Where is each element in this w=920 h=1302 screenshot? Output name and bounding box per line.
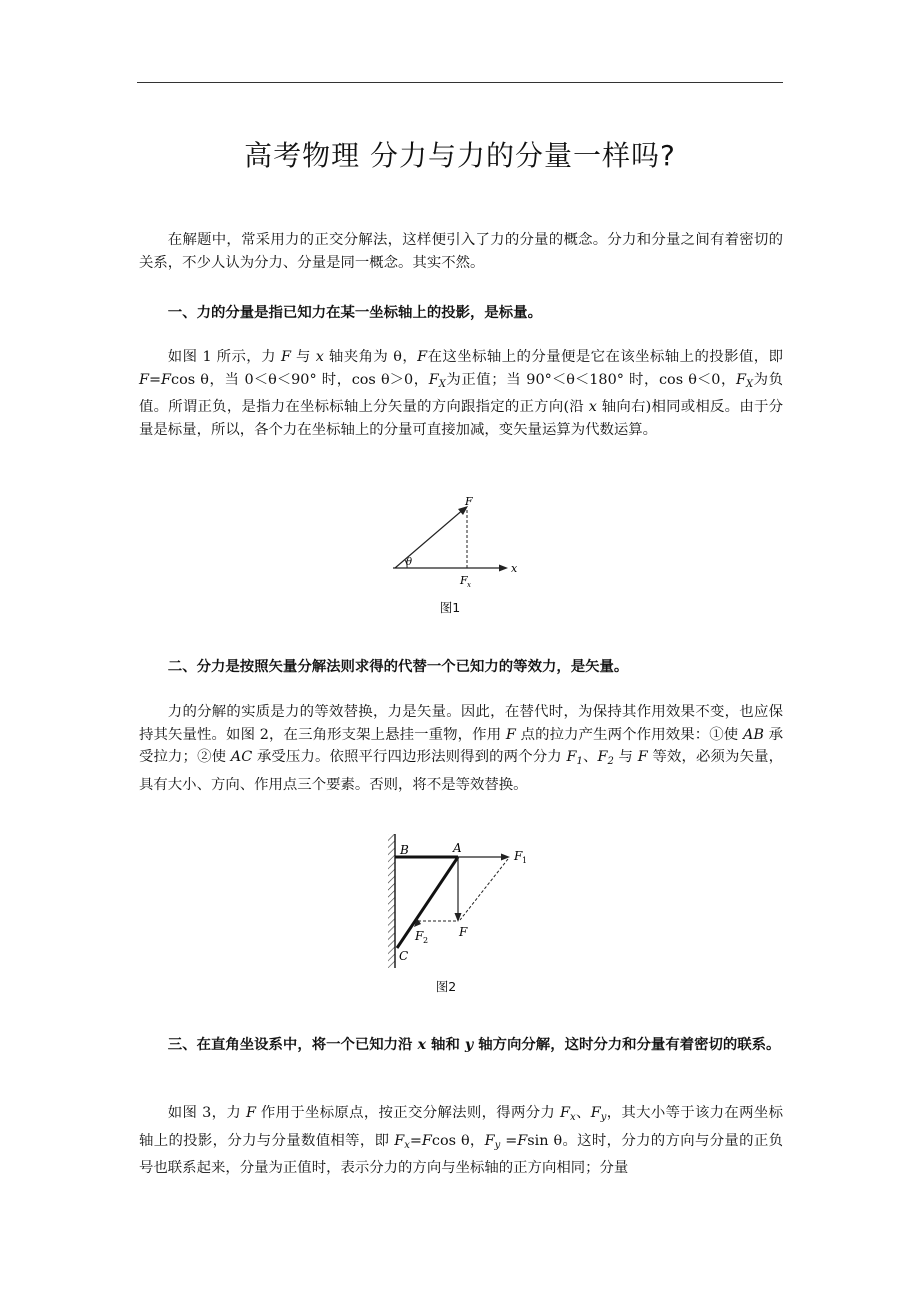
section3-heading: 三、在直角坐设系中，将一个已知力沿 x 轴和 y 轴方向分解，这时分力和分量有着密切的联系。 [167, 1036, 781, 1053]
section1-paragraph: 如图 1 所示，力 F 与 x 轴夹角为 θ，F在这坐标轴上的分量便是它在该坐标轴上的投影值，即 F=Fcos θ，当 0＜θ＜90° 时，cos θ＞0，$F_X$为正值；当 90°＜θ＜180° 时，cos θ＜0，$F_X$为负值。所谓正负，是指力在坐标标轴上分矢量的方向跟指定的正方向(沿 x 轴向右)相同或相反。由于分量是标量，所以，各个力在坐标轴上的分量可直接加减，变矢量运算为代数运算。 [139, 349, 783, 438]
label-Fx-sub: x [467, 581, 471, 589]
figure1-caption: 图1 [439, 600, 461, 615]
intro-paragraph: 在解题中，常采用力的正交分解法，这样便引入了力的分量的概念。分力和分量之间有着密切的关系，不少人认为分力、分量是同一概念。其实不然。 [139, 232, 783, 271]
parallelogram-dashed-right [460, 859, 508, 920]
figure2-caption: 图2 [435, 979, 457, 994]
figure2-diagram [384, 830, 544, 976]
section2-heading: 二、分力是按照矢量分解法则求得的代替一个已知力的等效力，是矢量。 [167, 658, 629, 675]
section3-paragraph: 如图 3，力 F 作用于坐标原点，按正交分解法则，得两分力 $F_x$、$F_y$，其大小等于该力在两坐标轴上的投影，分力与分量数值相等，即 $F_x=Fcos$ θ，$F_y =Fsin$ θ。这时，分力的方向与分量的正负号也联系起来，分量为正值时，表示分力的方向与坐标轴的正方向相同；分量 [139, 1105, 783, 1176]
wall-hatching [388, 834, 395, 968]
label-F1: F [514, 849, 523, 863]
rod-AC [397, 857, 458, 948]
label-F: F [459, 925, 468, 939]
label-Fx: F [460, 574, 468, 587]
page-title: 高考物理 分力与力的分量一样吗? [244, 139, 676, 172]
label-theta: θ [406, 557, 413, 568]
x-axis-arrowhead [499, 565, 508, 572]
section2-paragraph: 力的分解的实质是力的等效替换，力是矢量。因此，在替代时，为保持其作用效果不变，也应保持其矢量性。如图 2，在三角形支架上悬挂一重物，作用 F 点的拉力产生两个作用效果：①使 AB 承受拉力；②使 AC 承受压力。依照平行四边形法则得到的两个分力 $F_1$、$F_2$ 与 F 等效，必须为矢量，具有大小、方向、作用点三个要素。否则，将不是等效替换。 [139, 704, 784, 793]
label-A: A [453, 841, 462, 855]
header-rule [137, 82, 783, 83]
figure1-diagram [385, 496, 535, 596]
label-F1-sub: 1 [522, 856, 528, 865]
force-F1-arrowhead [501, 854, 510, 861]
label-F2: F [415, 929, 424, 943]
label-B: B [400, 843, 409, 857]
label-F2-sub: 2 [423, 936, 429, 945]
label-C: C [399, 949, 409, 963]
label-x: x [511, 562, 518, 575]
section1-heading: 一、力的分量是指已知力在某一坐标轴上的投影，是标量。 [167, 304, 542, 321]
label-F: F [465, 496, 473, 508]
